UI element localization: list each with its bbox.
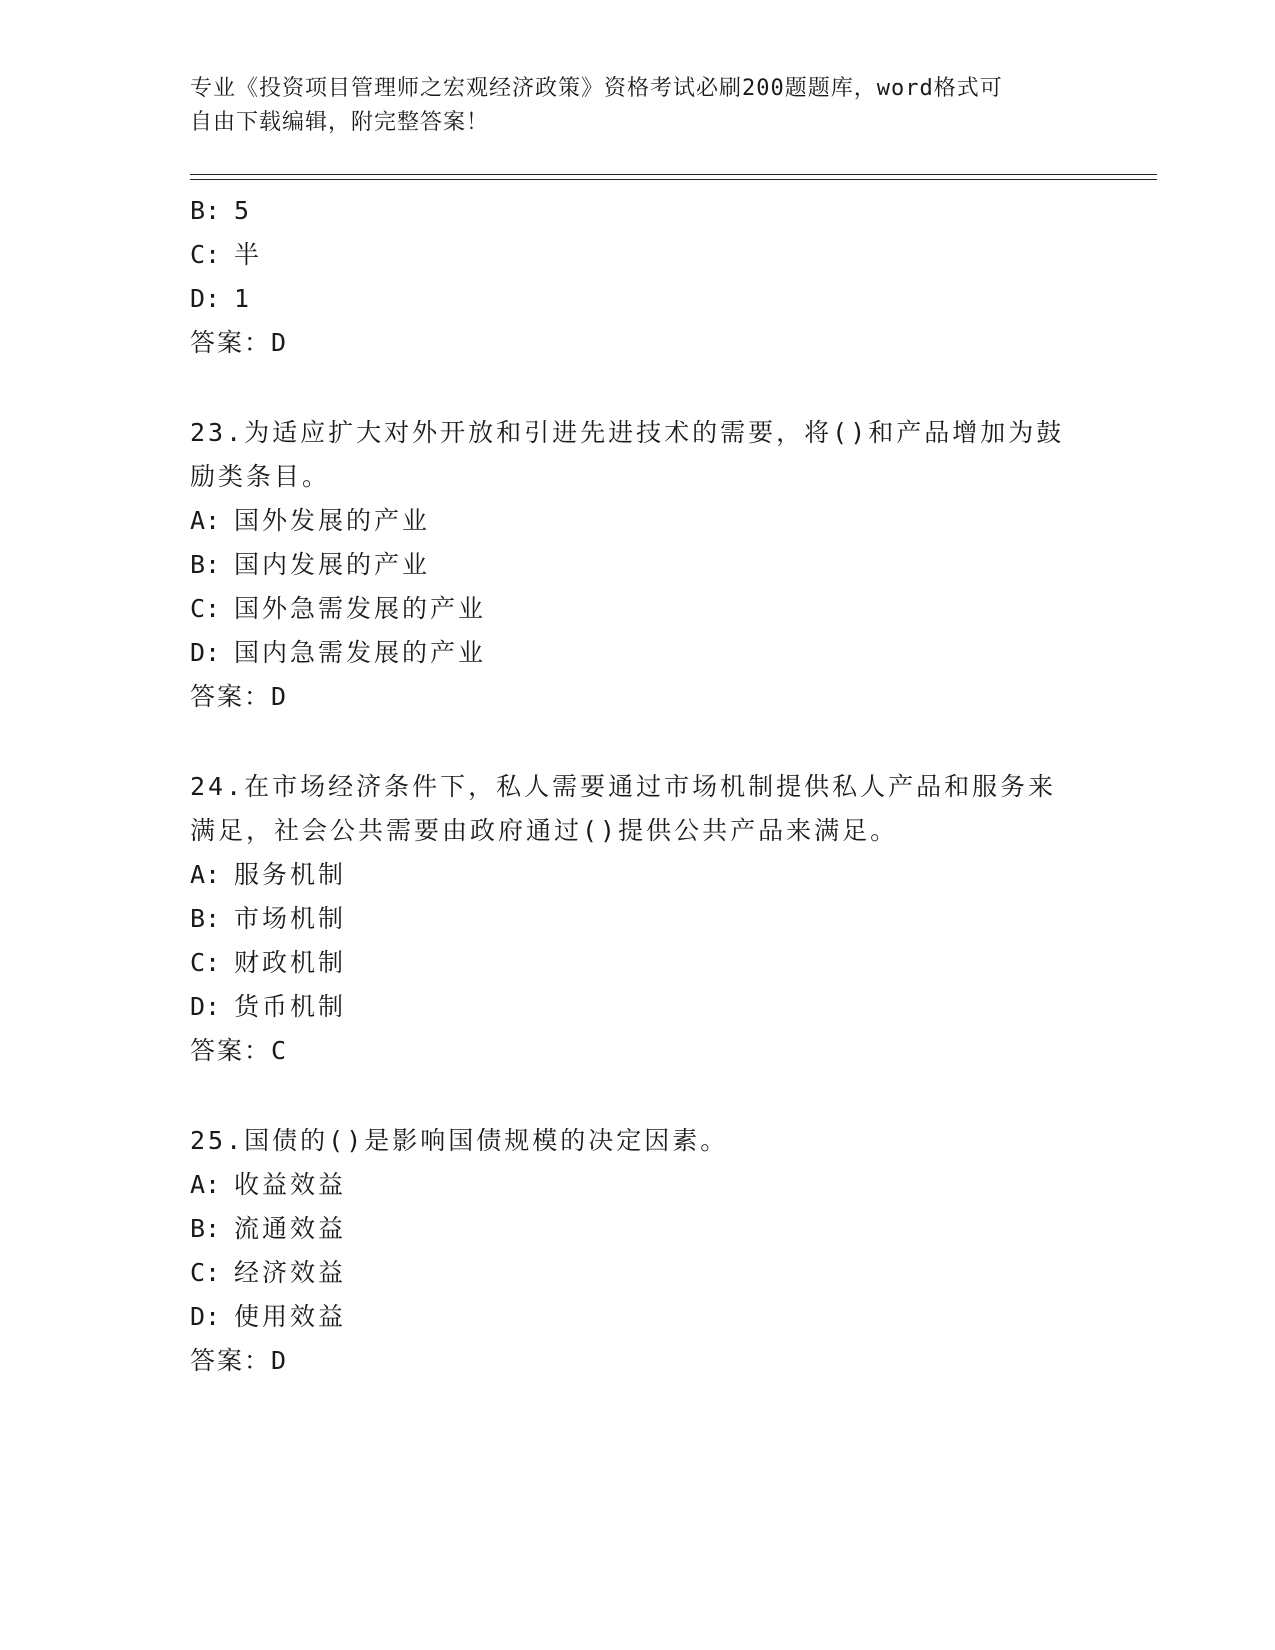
option-text: 货币机制 xyxy=(234,992,347,1021)
document-header xyxy=(190,72,1090,140)
option-text: 经济效益 xyxy=(234,1258,347,1287)
option-key: D: xyxy=(190,284,221,313)
q24-option-c xyxy=(190,948,346,978)
option-key: D: xyxy=(190,1302,221,1331)
q24-answer: 答案：C xyxy=(190,1036,289,1065)
option-key: B: xyxy=(190,1214,221,1243)
option-text: 流通效益 xyxy=(234,1214,347,1243)
q25-option-b xyxy=(190,1214,346,1244)
header-line-1: 专业《投资项目管理师之宏观经济政策》资格考试必刷200题题库，word格式可 xyxy=(190,76,1003,101)
header-rule-top xyxy=(190,174,1157,175)
option-text: 国内急需发展的产业 xyxy=(234,638,487,667)
option-key: B: xyxy=(190,550,221,579)
option-text: 财政机制 xyxy=(234,948,347,977)
q25-option-d xyxy=(190,1302,346,1332)
q25-option-c xyxy=(190,1258,346,1288)
option-text: 国外急需发展的产业 xyxy=(234,594,487,623)
option-key: A: xyxy=(190,860,221,889)
q23-stem-line-2: 励类条目。 xyxy=(190,462,331,491)
option-text: 收益效益 xyxy=(234,1170,347,1199)
option-text: 服务机制 xyxy=(234,860,347,889)
q23-option-a xyxy=(190,506,430,536)
option-text: 国内发展的产业 xyxy=(234,550,431,579)
q23-stem-line-1: 23.为适应扩大对外开放和引进先进技术的需要，将()和产品增加为鼓 xyxy=(190,418,1065,447)
option-text: 1 xyxy=(234,284,253,313)
q23-answer: 答案：D xyxy=(190,682,289,711)
q23-option-d xyxy=(190,638,486,668)
option-key: B: xyxy=(190,904,221,933)
header-rule-bottom xyxy=(190,179,1157,180)
option-text: 半 xyxy=(234,240,263,269)
prev-answer: 答案：D xyxy=(190,328,289,357)
option-text: 国外发展的产业 xyxy=(234,506,431,535)
option-text: 使用效益 xyxy=(234,1302,347,1331)
option-key: C: xyxy=(190,594,221,623)
q25-option-a xyxy=(190,1170,346,1200)
prev-option-c xyxy=(190,240,262,270)
option-key: C: xyxy=(190,948,221,977)
option-key: C: xyxy=(190,240,221,269)
q25-answer: 答案：D xyxy=(190,1346,289,1375)
q23-option-b xyxy=(190,550,430,580)
option-key: B: xyxy=(190,196,221,225)
option-key: D: xyxy=(190,992,221,1021)
header-line-2: 自由下载编辑，附完整答案！ xyxy=(190,110,490,135)
option-text: 市场机制 xyxy=(234,904,347,933)
option-text: 5 xyxy=(234,196,253,225)
q24-stem-line-1: 24.在市场经济条件下，私人需要通过市场机制提供私人产品和服务来 xyxy=(190,772,1057,801)
q24-option-a xyxy=(190,860,346,890)
q24-option-b xyxy=(190,904,346,934)
q24-option-d xyxy=(190,992,346,1022)
option-key: A: xyxy=(190,506,221,535)
option-key: D: xyxy=(190,638,221,667)
prev-option-d xyxy=(190,284,252,314)
option-key: A: xyxy=(190,1170,221,1199)
prev-option-b xyxy=(190,196,252,226)
q24-stem-line-2: 满足，社会公共需要由政府通过()提供公共产品来满足。 xyxy=(190,816,899,845)
q23-option-c xyxy=(190,594,486,624)
q25-stem-line-1: 25.国债的()是影响国债规模的决定因素。 xyxy=(190,1126,729,1155)
option-key: C: xyxy=(190,1258,221,1287)
